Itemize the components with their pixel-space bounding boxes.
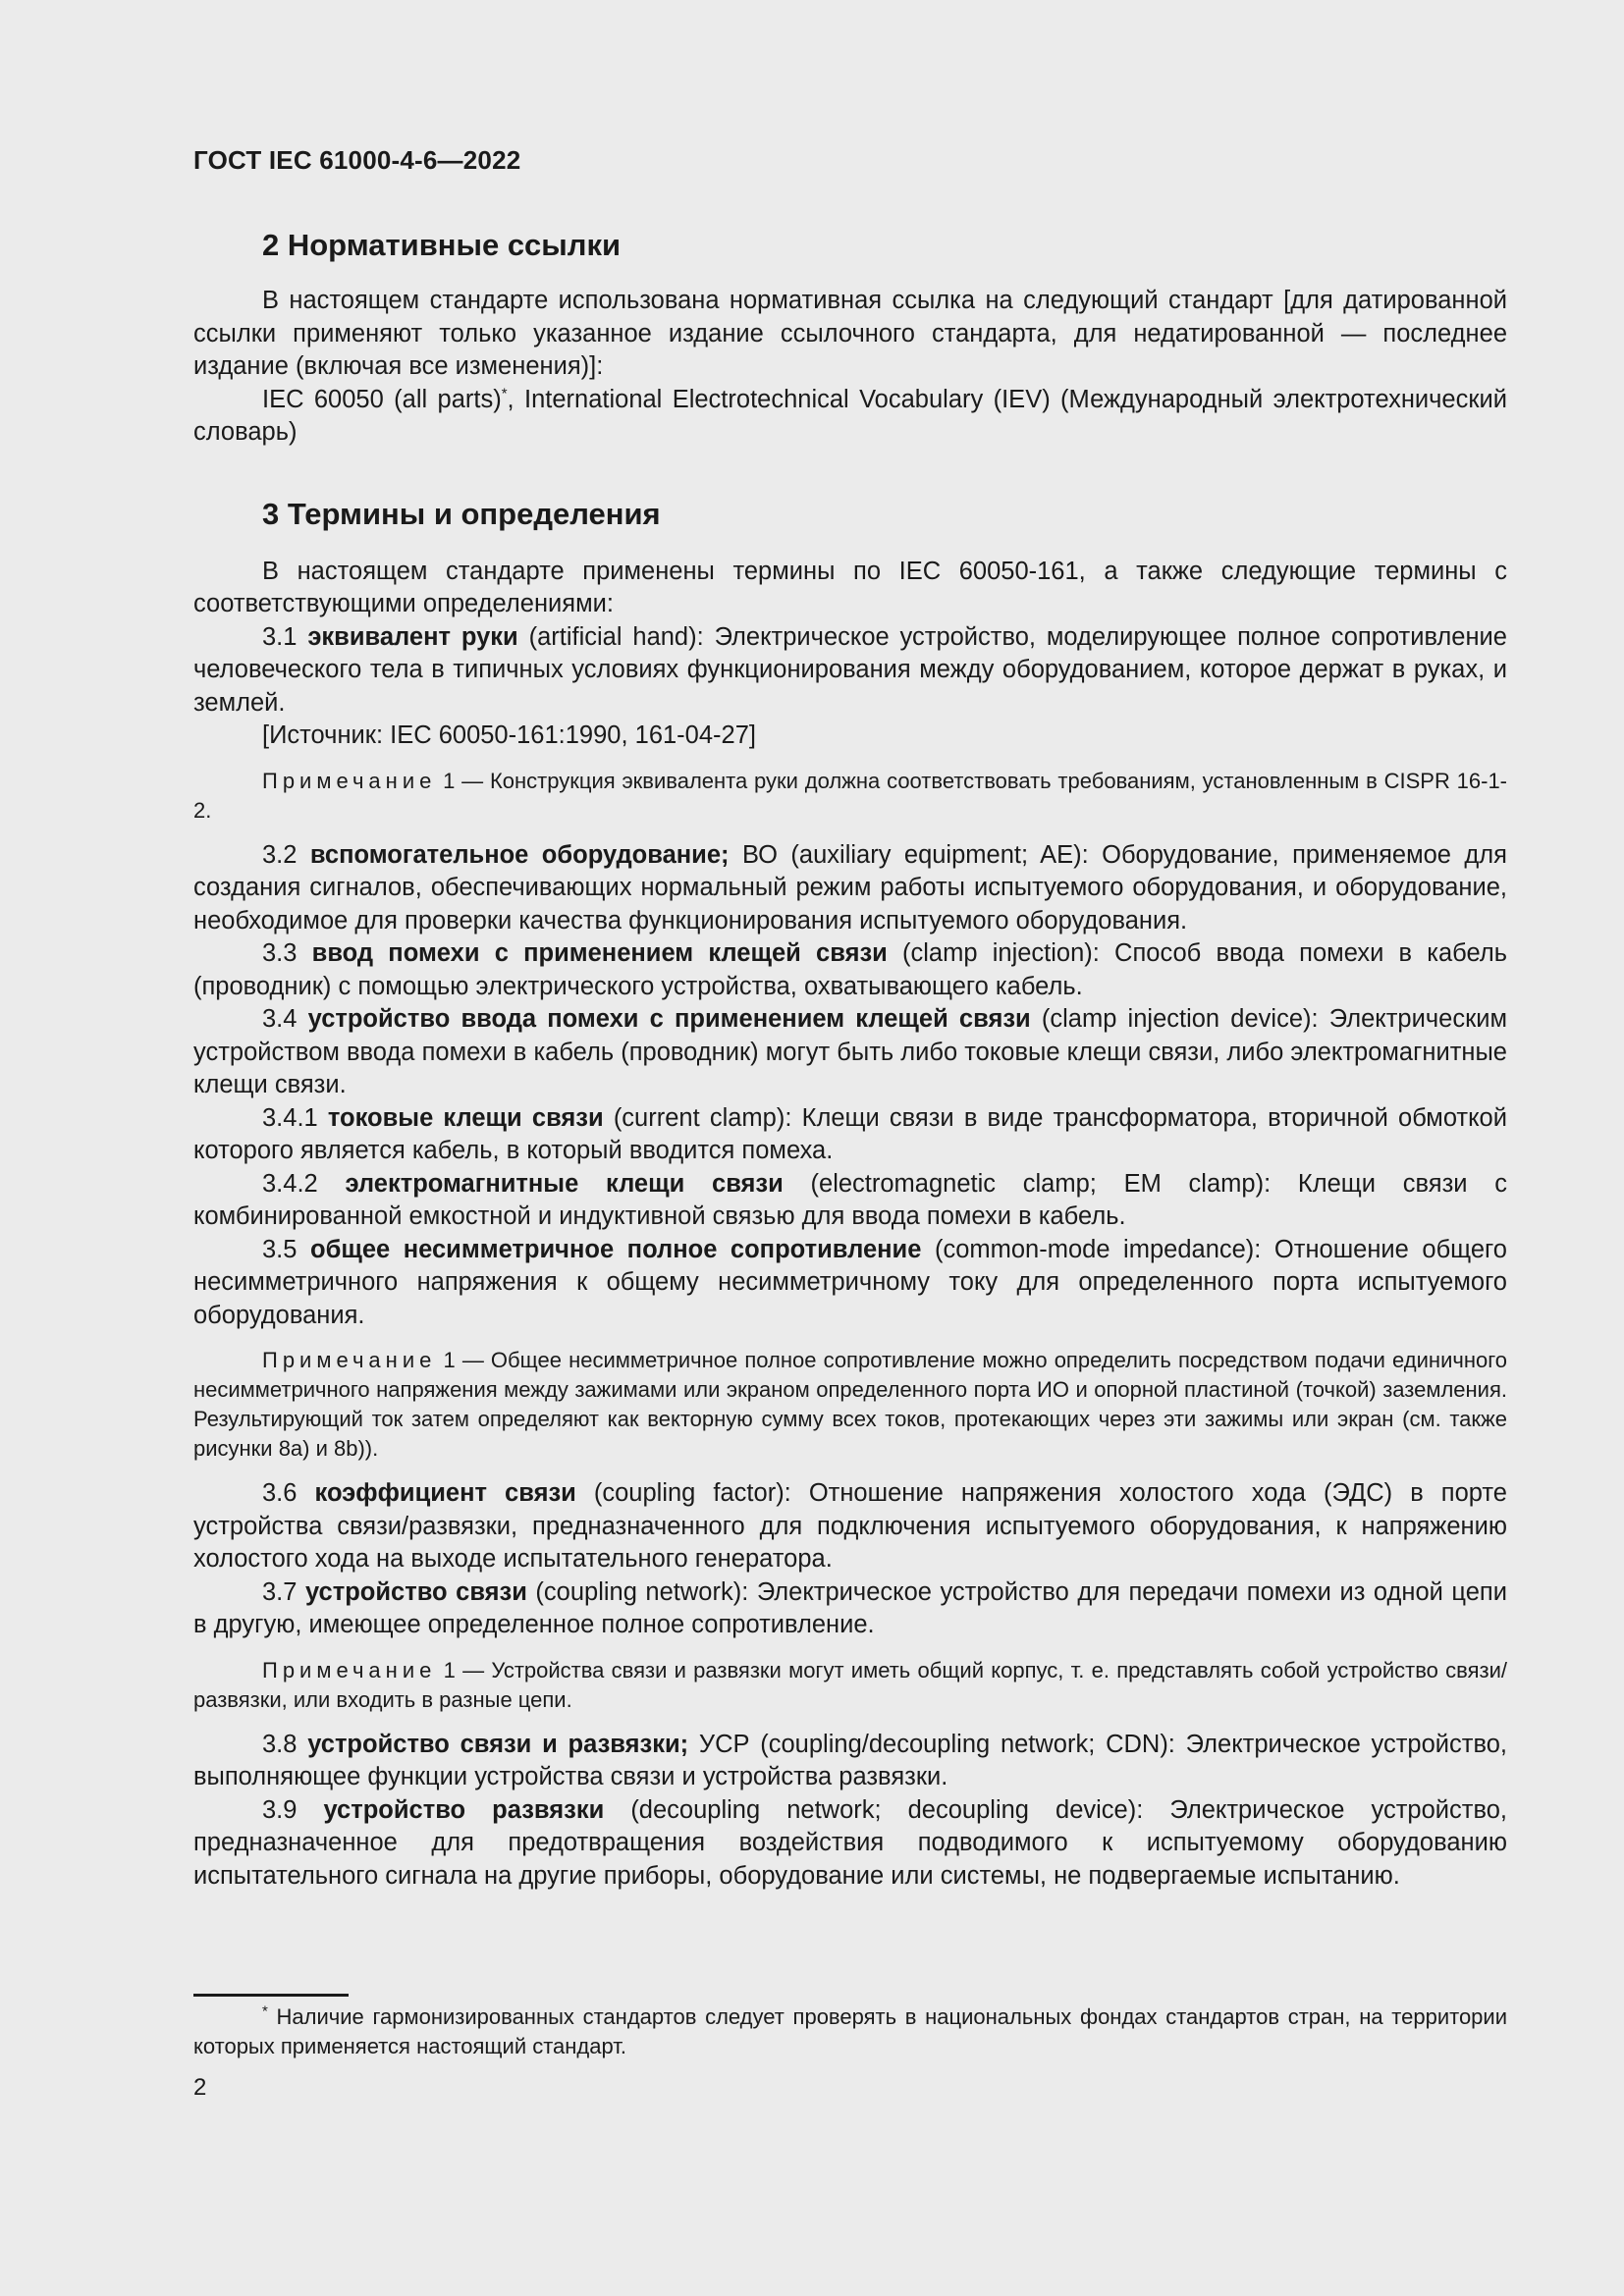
term-name: ввод помехи с применением клещей связи [311,939,888,967]
section-3-intro: В настоящем стандарте применены термины по IEC 60050-161, а также следующие термины с соответствующими определениями: [193,557,1507,617]
footnote-marker: * [262,2002,268,2020]
term-name: эквивалент руки [307,622,518,651]
term-number: 3.9 [262,1795,324,1824]
term-number: 3.6 [262,1479,315,1507]
note-3-7 [193,1656,1507,1715]
term-number: 3.1 [262,622,308,651]
normative-reference [193,384,1507,450]
term-3-1-source: [Источник: IEC 60050-161:1990, 161-04-27] [262,721,756,749]
term-3-8 [193,1729,1507,1794]
term-definition: (decoupling network; decoupling device): Электрическое устройство, предназначенное для предотвращения воздействия подводимого к испытуемому оборудованию испытательного сигнала на другие приборы, оборудование или системы, не подвергаемые испытанию. [193,1795,1507,1890]
term-3-5 [193,1234,1507,1333]
page-number: 2 [193,2074,207,2101]
term-name: электромагнитные клещи связи [345,1169,784,1198]
term-name: устройство развязки [323,1795,605,1824]
footnote-marker: * [501,385,508,401]
term-definition: (clamp injection device): Электрическим устройством ввода помехи в кабель (проводник) могут быть либо токовые клещи связи, либо электромагнитные клещи связи. [193,1005,1507,1098]
term-number: 3.7 [262,1577,305,1606]
term-definition: (artificial hand): Электрическое устройство, моделирующее полное сопротивление человеческого тела в типичных условиях функционирования между оборудованием, которое держат в руках, и землей. [193,622,1507,717]
term-name: коэффициент связи [314,1479,576,1507]
note-text: 1 — Конструкция эквивалента руки должна соответствовать требованиям, установленным в CISPR 16-1-2. [193,768,1507,823]
term-3-6 [193,1477,1507,1576]
term-3-7 [193,1576,1507,1642]
term-name: устройство связи [304,1577,527,1606]
term-definition: (current clamp): Клещи связи в виде трансформатора, вторичной обмоткой которого является кабель, в который вводится помеха. [193,1103,1507,1164]
note-label: Примечание [262,1348,437,1372]
term-number: 3.4.2 [262,1169,346,1198]
term-number: 3.3 [262,939,312,967]
section-2-paragraph: В настоящем стандарте использована нормативная ссылка на следующий стандарт [для датированной ссылки применяют только указанное издание ссылочного стандарта, для недатированной — последнее издание (включая все изменения)]: [193,287,1507,380]
note-3-5 [193,1346,1507,1464]
note-text: 1 — Общее несимметричное полное сопротивление можно определить посредством подачи единичного несимметричного напряжения между зажимами или экраном определенного порта ИО и опорной пластиной (точкой) заземления. Результирующий ток затем определяют как векторную сумму всех токов, протекающих через эти зажимы или экран (см. также рисунки 8а) и 8b)). [193,1348,1507,1461]
term-number: 3.4 [262,1005,308,1033]
term-3-3 [193,937,1507,1003]
term-name: устройство связи и развязки; [307,1730,689,1758]
term-number: 3.8 [262,1730,308,1758]
term-number: 3.4.1 [262,1103,328,1132]
document-header: ГОСТ IEC 61000-4-6—2022 [193,145,521,175]
note-label: Примечание [262,1657,437,1682]
term-definition: (clamp injection): Способ ввода помехи в кабель (проводник) с помощью электрического устройства, охватывающего кабель. [193,939,1507,1000]
note-label: Примечание [262,768,437,793]
footnote-separator [193,1994,349,1997]
term-3-4-1 [193,1102,1507,1168]
reference-title: IEC 60050 (all parts) [262,385,502,413]
note-3-1 [193,767,1507,826]
term-name: токовые клещи связи [327,1103,604,1132]
term-name: общее несимметричное полное сопротивление [310,1235,922,1263]
section-3-heading: 3 Термины и определения [262,496,661,531]
term-name: вспомогательное оборудование; [309,840,730,869]
footnote [193,2002,1507,2061]
term-3-9 [193,1794,1507,1894]
term-3-4 [193,1003,1507,1102]
term-3-4-2 [193,1168,1507,1234]
note-text: 1 — Устройства связи и развязки могут иметь общий корпус, т. е. представлять собой устройство связи/развязки, или входить в разные цепи. [193,1657,1507,1712]
term-3-1 [193,621,1507,721]
term-number: 3.5 [262,1235,310,1263]
term-definition: (electromagnetic clamp; EM clamp): Клещи связи с комбинированной емкостной и индуктивной связью для ввода помехи в кабель. [193,1169,1507,1230]
reference-description: , International Electrotechnical Vocabulary (IEV) (Международный электротехнический словарь) [193,385,1508,446]
term-definition: ВО (auxiliary equipment; AE): Оборудование, применяемое для создания сигналов, обеспечивающих нормальный режим работы испытуемого оборудования, и оборудование, необходимое для проверки качества функционирования испытуемого оборудования. [193,840,1507,934]
term-definition: (common-mode impedance): Отношение общего несимметричного напряжения к общему несимметричному току для определенного порта испытуемого оборудования. [193,1235,1507,1329]
term-definition: (coupling factor): Отношение напряжения холостого хода (ЭДС) в порте устройства связи/развязки, предназначенного для подключения испытуемого оборудования, к напряжению холостого хода на выходе испытательного генератора. [193,1479,1507,1573]
footnote-text: Наличие гармонизированных стандартов следует проверять в национальных фондах стандартов стран, на территории которых применяется настоящий стандарт. [193,2004,1507,2058]
section-2-heading: 2 Нормативные ссылки [262,228,622,262]
term-3-2 [193,839,1507,938]
page-body [193,226,1507,1893]
term-name: устройство ввода помехи с применением клещей связи [307,1005,1031,1033]
term-definition: (coupling network): Электрическое устройство для передачи помехи из одной цепи в другую, имеющее определенное полное сопротивление. [193,1577,1507,1638]
term-definition: УСР (coupling/decoupling network; CDN): Электрическое устройство, выполняющее функции устройства связи и устройства развязки. [193,1730,1507,1790]
term-number: 3.2 [262,840,310,869]
